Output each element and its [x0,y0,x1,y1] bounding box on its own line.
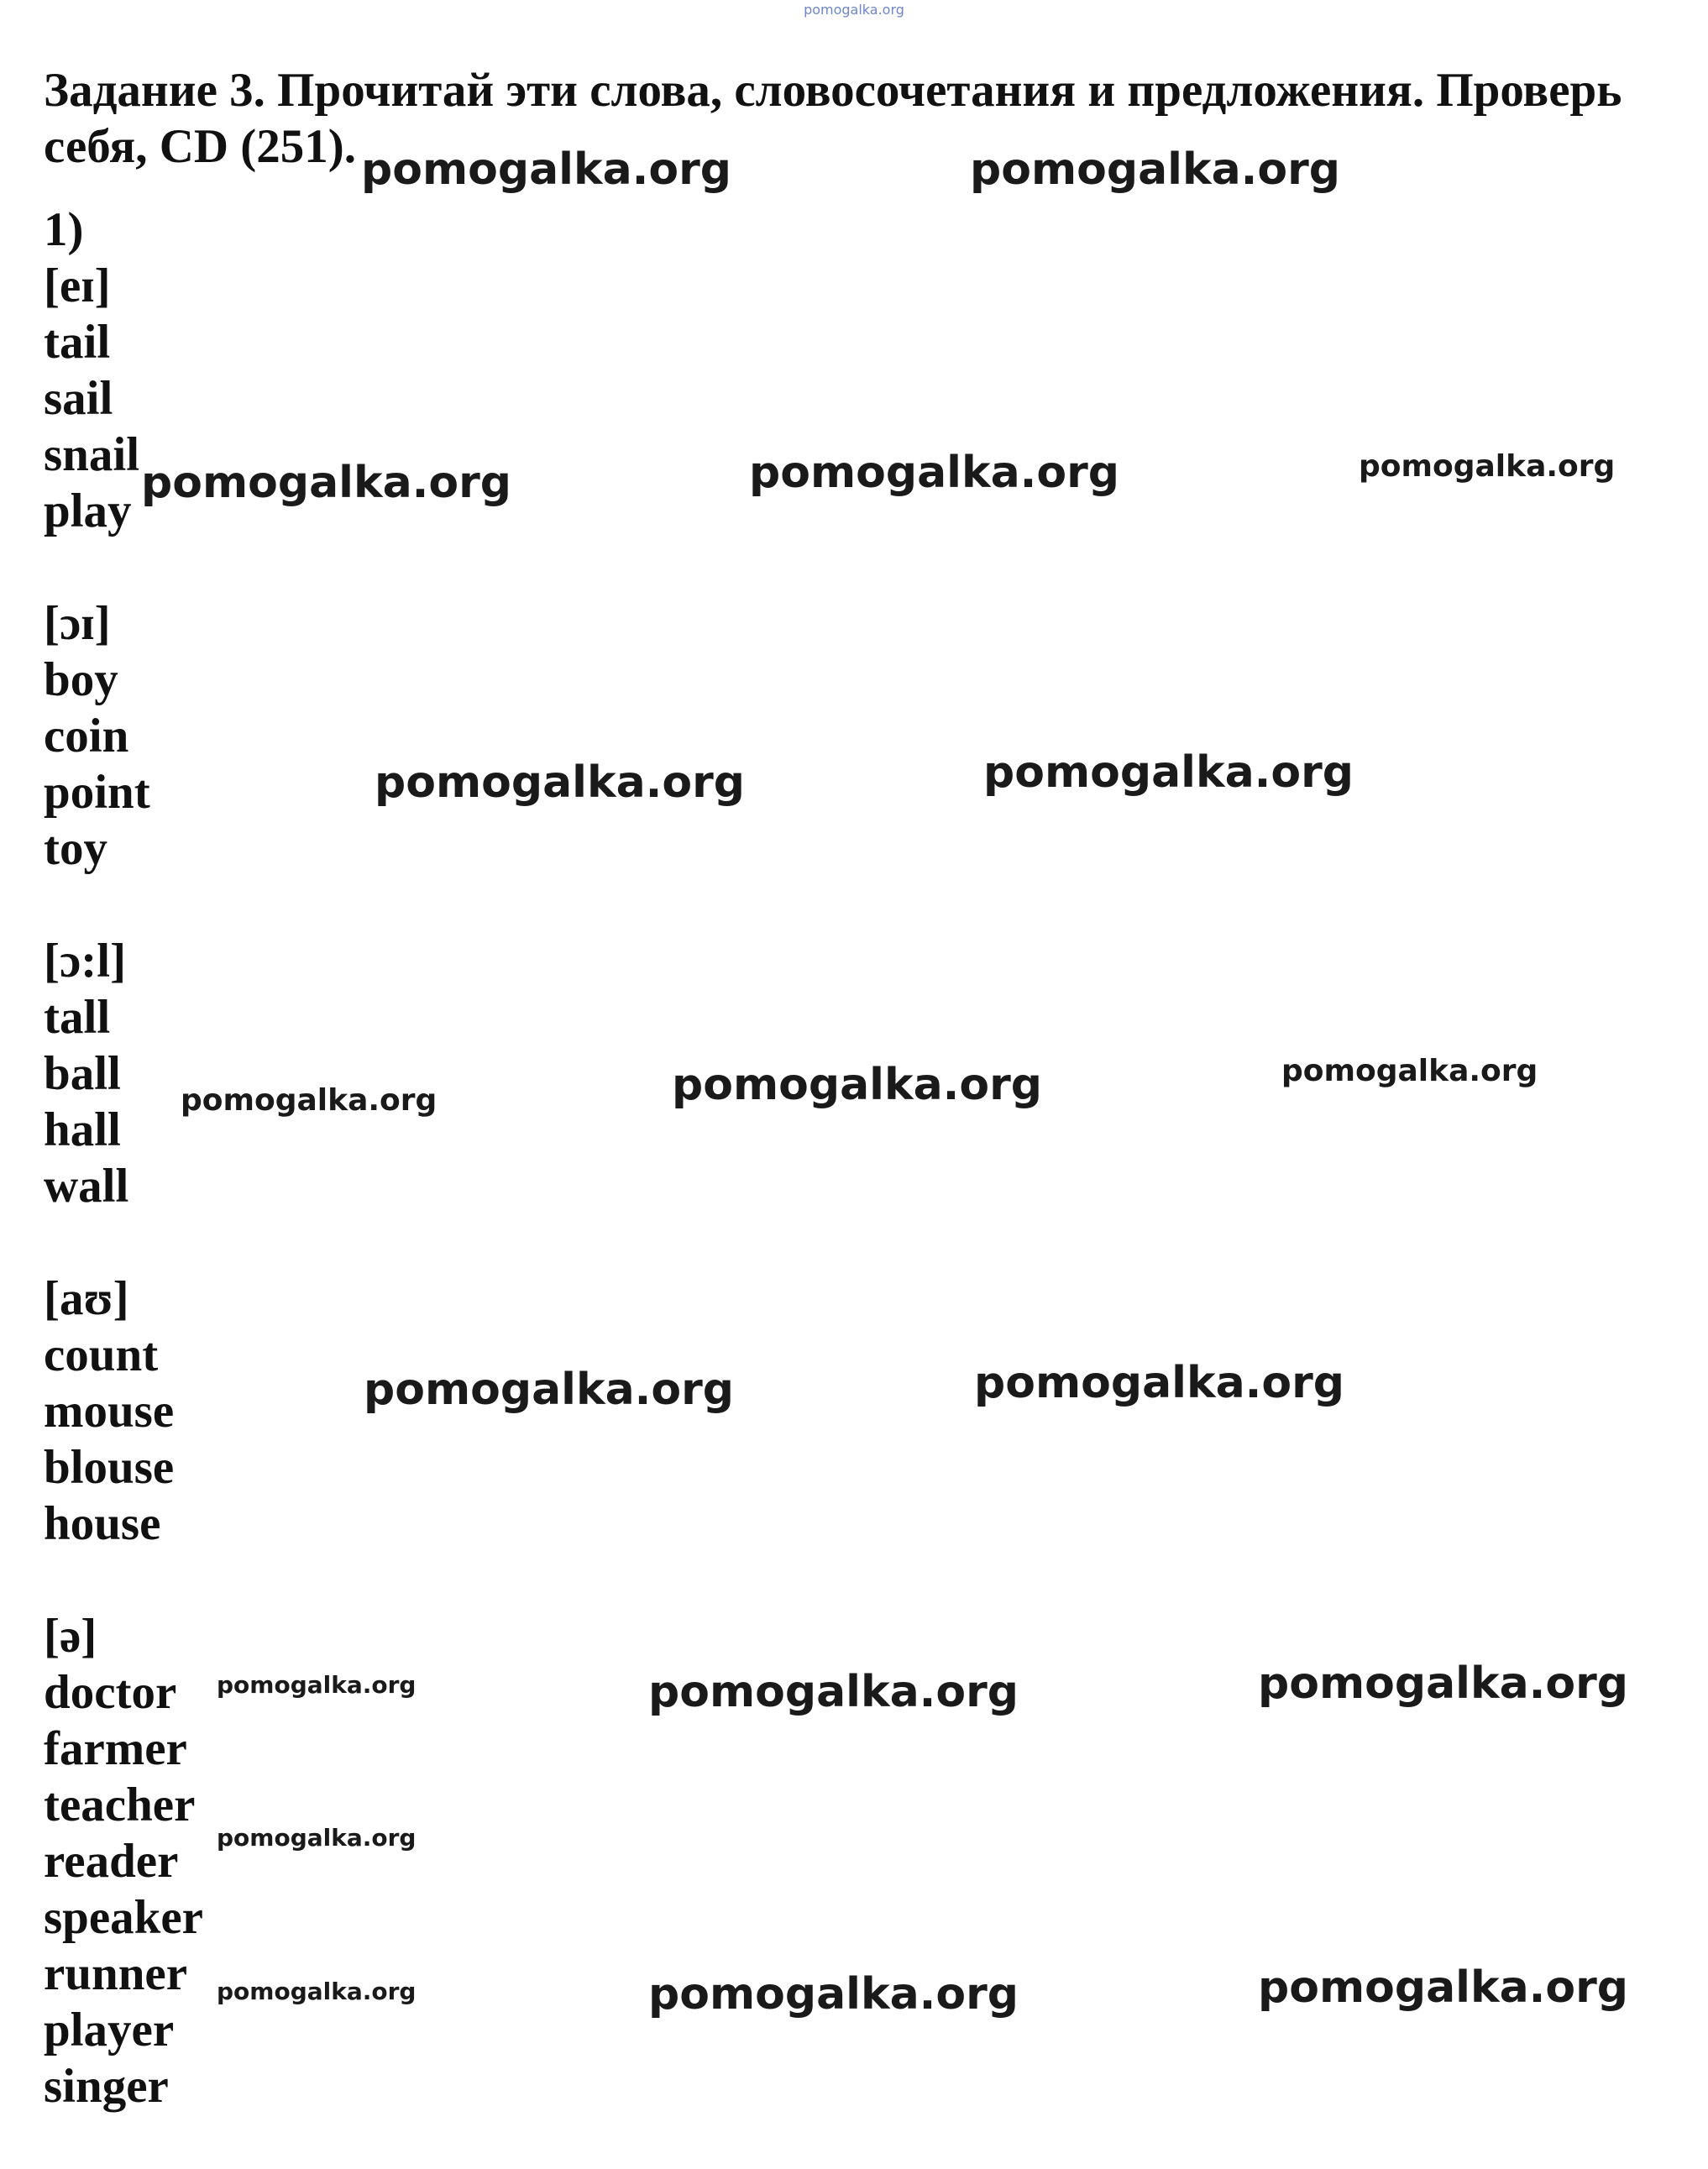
sound-heading: [aʊ] [44,1272,129,1325]
word-item: tall [44,991,111,1044]
word-item: runner [44,1947,187,2000]
word-item: player [44,2004,175,2056]
watermark: pomogalka.org [141,458,512,508]
watermark: pomogalka.org [672,1060,1043,1110]
watermark: pomogalka.org [1258,1962,1629,2013]
watermark: pomogalka.org [970,144,1341,195]
word-item: blouse [44,1441,175,1494]
spacer [44,539,203,595]
watermark: pomogalka.org [1281,1054,1538,1088]
word-item: ball [44,1047,121,1100]
watermark: pomogalka.org [1258,1658,1629,1709]
word-item: hall [44,1103,121,1156]
sound-heading: [ɔɪ] [44,597,111,650]
watermark: pomogalka.org [217,1671,417,1699]
watermark: pomogalka.org [1359,449,1616,484]
word-item: singer [44,2060,169,2113]
watermark: pomogalka.org [364,1365,735,1415]
word-item: sail [44,372,113,425]
part-number: 1) [44,203,84,256]
watermark: pomogalka.org [217,1978,417,2005]
spacer [44,1214,203,1270]
watermark: pomogalka.org [648,1667,1019,1717]
watermark: pomogalka.org [361,144,732,195]
word-item: snail [44,428,140,481]
word-item: house [44,1497,161,1550]
sound-heading: [eɪ] [44,259,111,312]
word-item: doctor [44,1666,177,1719]
watermark: pomogalka.org [217,1824,417,1852]
sound-heading: [ə] [44,1610,97,1663]
site-watermark-top: pomogalka.org [804,2,904,18]
word-item: wall [44,1160,129,1213]
task-title: Задание 3. Прочитай эти слова, словосочетания и предложения. Проверь себя, CD (251). [44,64,1622,173]
word-item: farmer [44,1722,187,1775]
sound-heading: [ɔ:l] [44,935,127,988]
word-item: point [44,766,150,819]
word-item: reader [44,1835,179,1888]
word-item: count [44,1328,159,1381]
word-item: speaker [44,1891,203,1944]
spacer [44,877,203,933]
word-item: play [44,485,132,537]
watermark: pomogalka.org [974,1358,1345,1408]
watermark: pomogalka.org [983,747,1354,798]
word-item: coin [44,710,129,762]
watermark: pomogalka.org [648,1969,1019,2020]
watermark: pomogalka.org [749,448,1120,498]
word-item: tail [44,316,111,369]
watermark: pomogalka.org [181,1083,437,1118]
spacer [44,1552,203,1608]
word-item: boy [44,653,118,706]
watermark: pomogalka.org [375,757,746,808]
word-item: toy [44,822,107,875]
word-item: mouse [44,1385,175,1438]
word-item: teacher [44,1779,196,1831]
